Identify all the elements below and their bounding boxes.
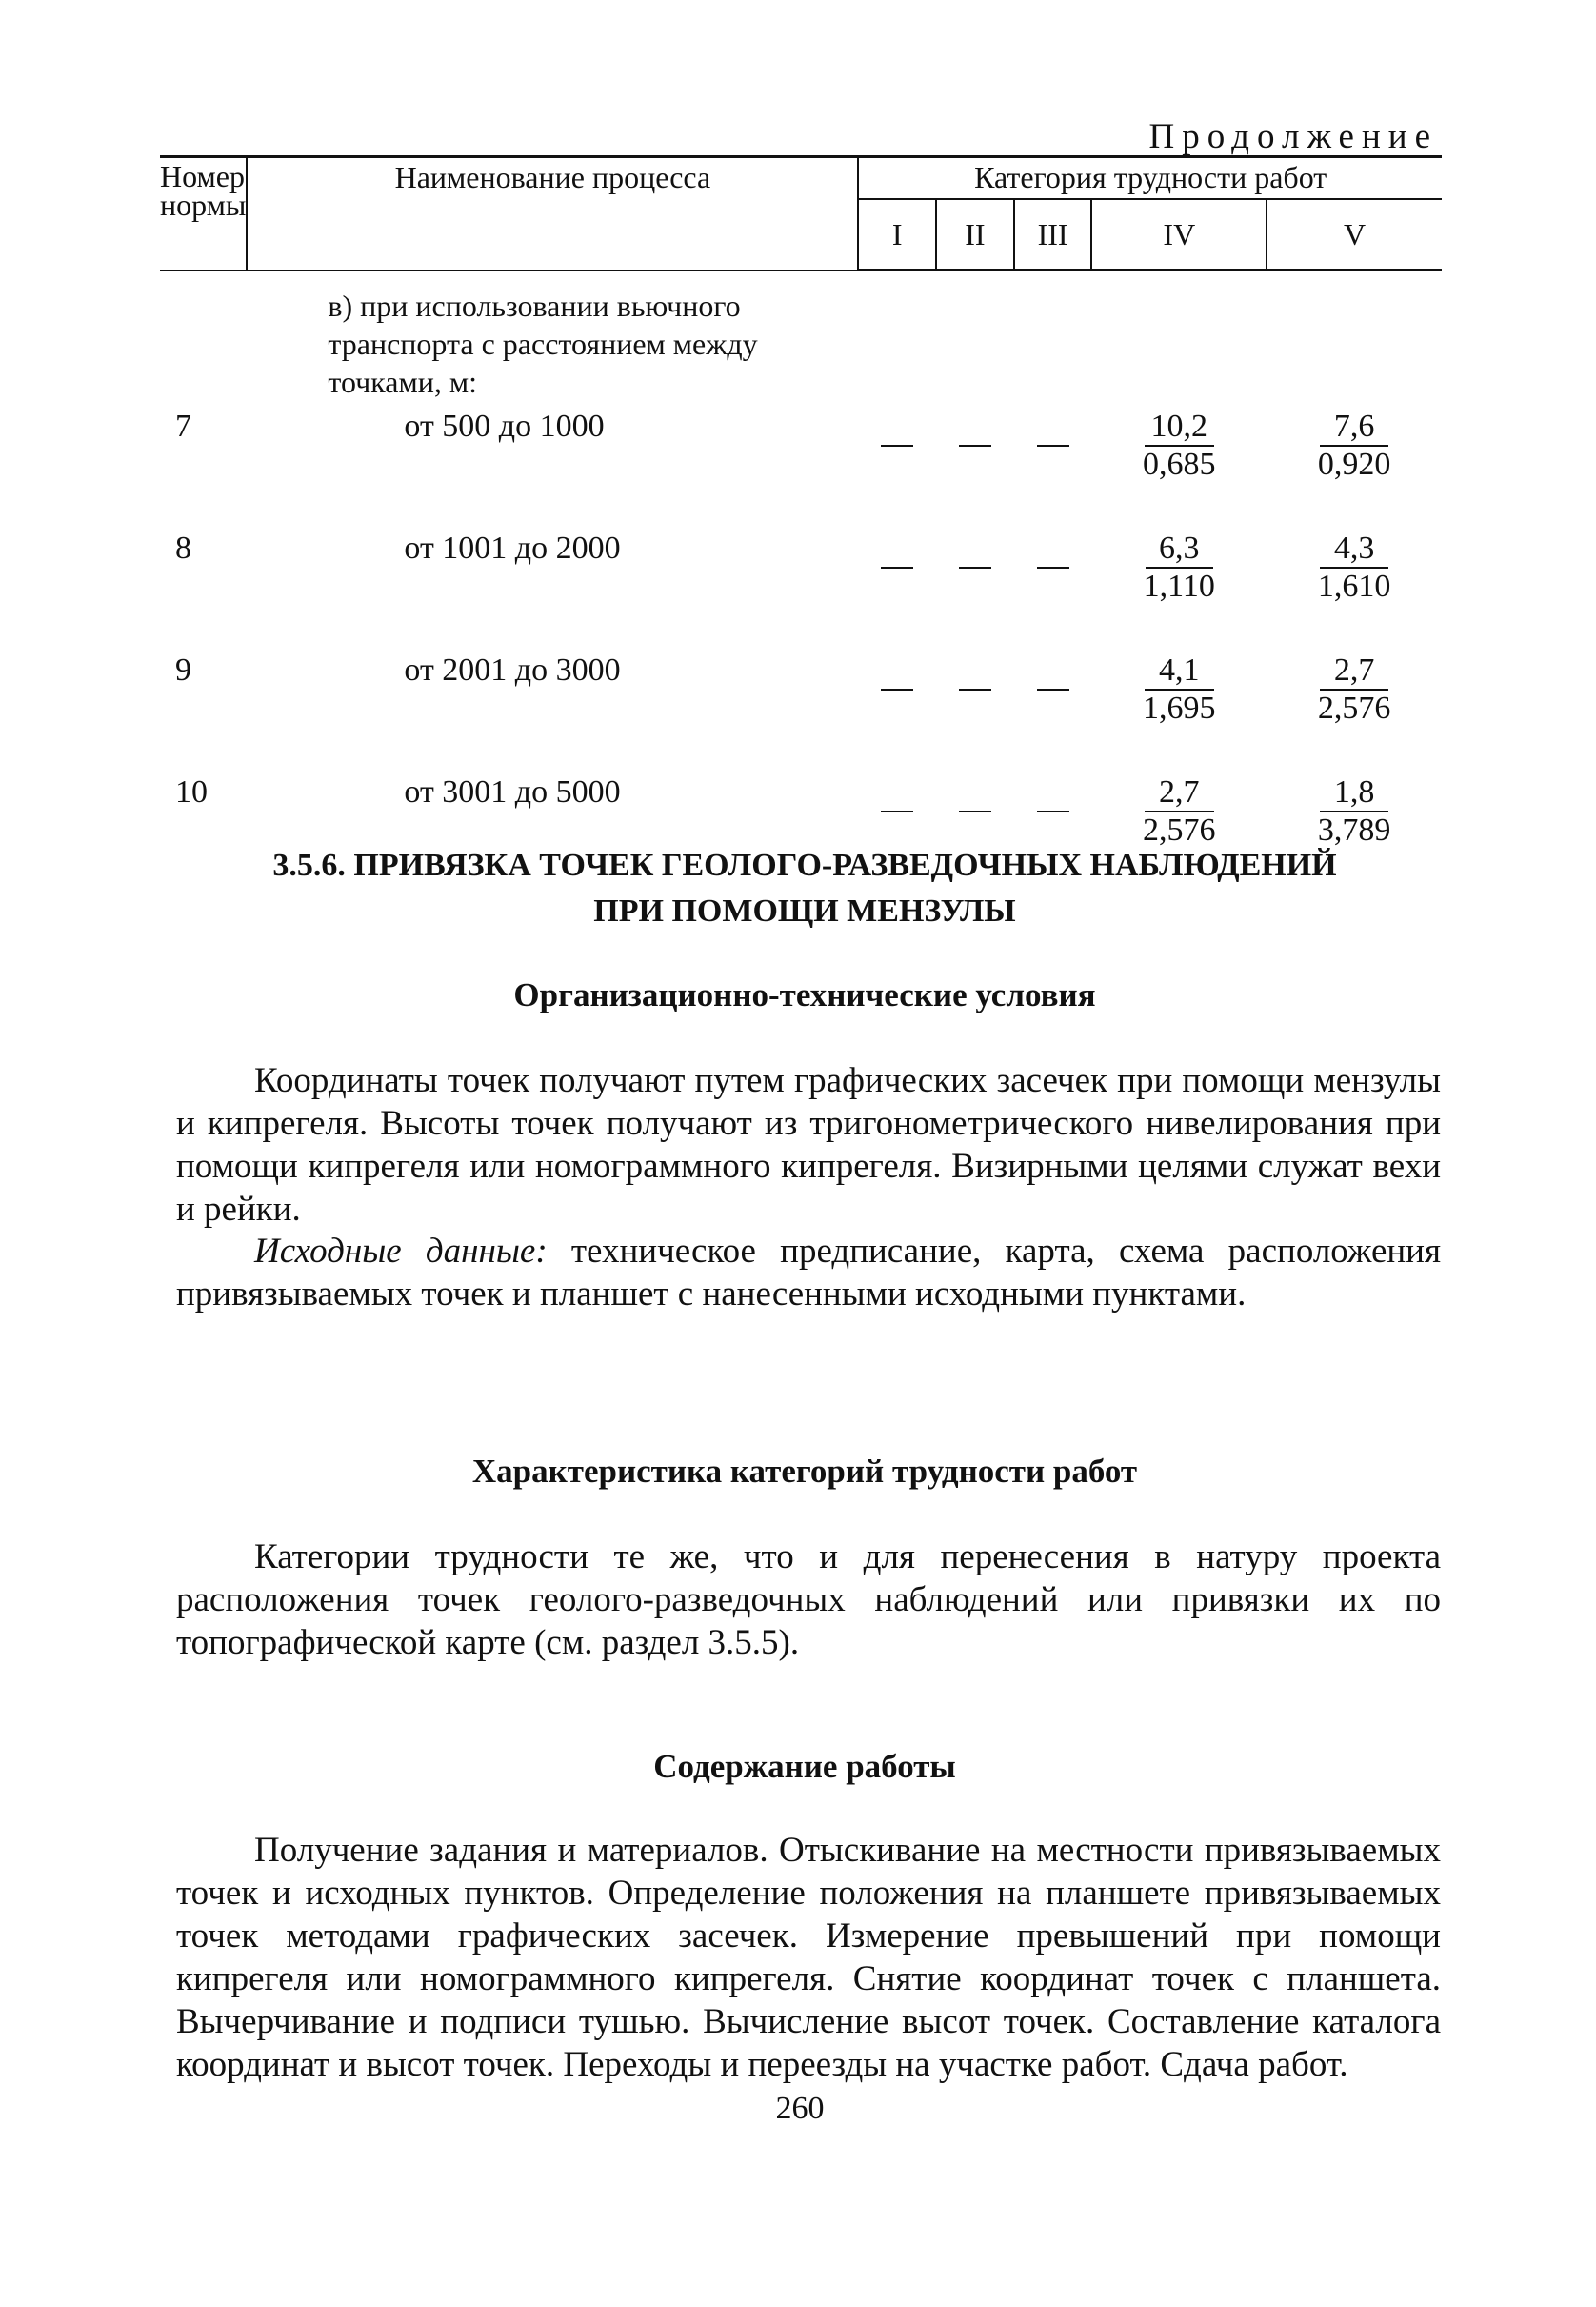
dash-mark (959, 811, 991, 812)
dash-mark (1037, 445, 1069, 447)
dash-mark (959, 689, 991, 691)
cell-category-i (858, 523, 936, 645)
fraction-denominator: 3,789 (1317, 812, 1391, 848)
table-subheading: в) при использовании вьючного транспорта с расстоянием между точками, м: (328, 288, 758, 399)
header-category-i: I (858, 199, 936, 271)
source-data-text: техническое предписание, карта, схема расположения привязываемых точек и планшет с нанесенными исходными пунктами. (176, 1232, 1442, 1314)
cell-category-v (1267, 523, 1442, 645)
cell-category-ii (936, 401, 1014, 523)
cell-category-ii (936, 767, 1014, 849)
fraction-numerator: 4,1 (1159, 652, 1200, 688)
header-category-iii: III (1014, 199, 1092, 271)
table-row (160, 767, 1442, 849)
dash-mark (959, 445, 991, 447)
conditions-heading: Организационно-технические условия (513, 976, 1096, 1013)
table-row (160, 401, 1442, 523)
header-category-ii: II (936, 199, 1014, 271)
row-process: от 2001 до 3000 (404, 652, 621, 688)
dash-mark (881, 445, 913, 447)
section-title-line-2: ПРИ ПОМОЩИ МЕНЗУЛЫ (593, 893, 1016, 929)
fraction-denominator: 2,576 (1317, 690, 1391, 726)
cell-category-v (1267, 401, 1442, 523)
cell-category-iii (1014, 401, 1092, 523)
cell-category-iii (1014, 645, 1092, 767)
row-process: от 500 до 1000 (404, 408, 605, 444)
fraction-denominator: 0,920 (1317, 446, 1391, 482)
header-norm-number: Номер нормы (160, 157, 247, 271)
source-data-paragraph (176, 1230, 1441, 1315)
cell-category-i (858, 645, 936, 767)
page-number: 260 (775, 2091, 825, 2126)
fraction-denominator: 1,695 (1143, 690, 1216, 726)
cell-category-ii (936, 645, 1014, 767)
continuation-label: Продолжение (1148, 117, 1438, 156)
header-difficulty-category: Категория трудности работ (858, 157, 1442, 200)
cell-category-iii (1014, 523, 1092, 645)
dash-mark (881, 689, 913, 691)
cell-category-iv (1091, 523, 1267, 645)
difficulty-paragraph: Категории трудности те же, что и для перенесения в натуру проекта расположения точек геолого-разведочных наблюдений или привязки их по топографической карте (см. раздел 3.5.5). (176, 1537, 1441, 1662)
row-process: от 3001 до 5000 (404, 773, 621, 810)
work-content-paragraph: Получение задания и материалов. Отыскивание на местности привязываемых точек и исходных пунктов. Определение положения на планшете привязываемых точек методами графических засечек. Измерение превышений при помощи кипрегеля или номограммного кипрегеля. Снятие координат точек с планшета. Вычерчивание и подписи тушью. Вычисление высот точек. Составление каталога координат и высот точек. Переходы и переезды на участке работ. Сдача работ. (176, 1831, 1441, 2084)
dash-mark (881, 811, 913, 812)
cell-category-v (1267, 767, 1442, 849)
fraction-numerator: 4,3 (1333, 530, 1375, 566)
norms-table (160, 155, 1442, 849)
header-category-iv: IV (1091, 199, 1267, 271)
dash-mark (1037, 811, 1069, 812)
section-title-line-1: 3.5.6. ПРИВЯЗКА ТОЧЕК ГЕОЛОГО-РАЗВЕДОЧНЫХ НАБЛЮДЕНИЙ (272, 848, 1337, 883)
fraction-denominator: 1,610 (1317, 568, 1391, 604)
fraction-numerator: 2,7 (1333, 652, 1375, 688)
cell-category-iv (1091, 401, 1267, 523)
cell-category-i (858, 401, 936, 523)
fraction-denominator: 2,576 (1143, 812, 1216, 848)
fraction-numerator: 7,6 (1333, 408, 1375, 444)
cell-category-i (858, 767, 936, 849)
fraction-numerator: 1,8 (1333, 773, 1375, 810)
dash-mark (1037, 567, 1069, 569)
dash-mark (1037, 689, 1069, 691)
fraction-numerator: 10,2 (1150, 408, 1208, 444)
header-category-v: V (1267, 199, 1442, 271)
work-content-heading: Содержание работы (653, 1748, 956, 1785)
table-row (160, 645, 1442, 767)
dash-mark (881, 567, 913, 569)
row-number: 9 (175, 652, 191, 688)
fraction-denominator: 0,685 (1143, 446, 1216, 482)
header-process-name: Наименование процесса (247, 157, 858, 271)
row-number: 10 (175, 773, 208, 810)
row-number: 8 (175, 530, 191, 566)
cell-category-iv (1091, 645, 1267, 767)
section-title (152, 843, 1457, 934)
row-number: 7 (175, 408, 191, 444)
difficulty-heading: Характеристика категорий трудности работ (471, 1453, 1138, 1490)
table-subheading-row (160, 271, 1442, 401)
conditions-paragraph: Координаты точек получают путем графических засечек при помощи мензулы и кипрегеля. Высоты точек получают из тригонометрического нивелирования при помощи кипрегеля или номограммного кипрегеля. Визирными целями служат вехи и рейки. (176, 1061, 1441, 1229)
cell-category-iv (1091, 767, 1267, 849)
source-data-label: Исходные данные: (254, 1232, 548, 1271)
cell-category-iii (1014, 767, 1092, 849)
cell-category-v (1267, 645, 1442, 767)
fraction-denominator: 1,110 (1143, 568, 1215, 604)
dash-mark (959, 567, 991, 569)
fraction-numerator: 6,3 (1159, 530, 1200, 566)
fraction-numerator: 2,7 (1159, 773, 1200, 810)
cell-category-ii (936, 523, 1014, 645)
row-process: от 1001 до 2000 (404, 530, 621, 566)
table-row (160, 523, 1442, 645)
